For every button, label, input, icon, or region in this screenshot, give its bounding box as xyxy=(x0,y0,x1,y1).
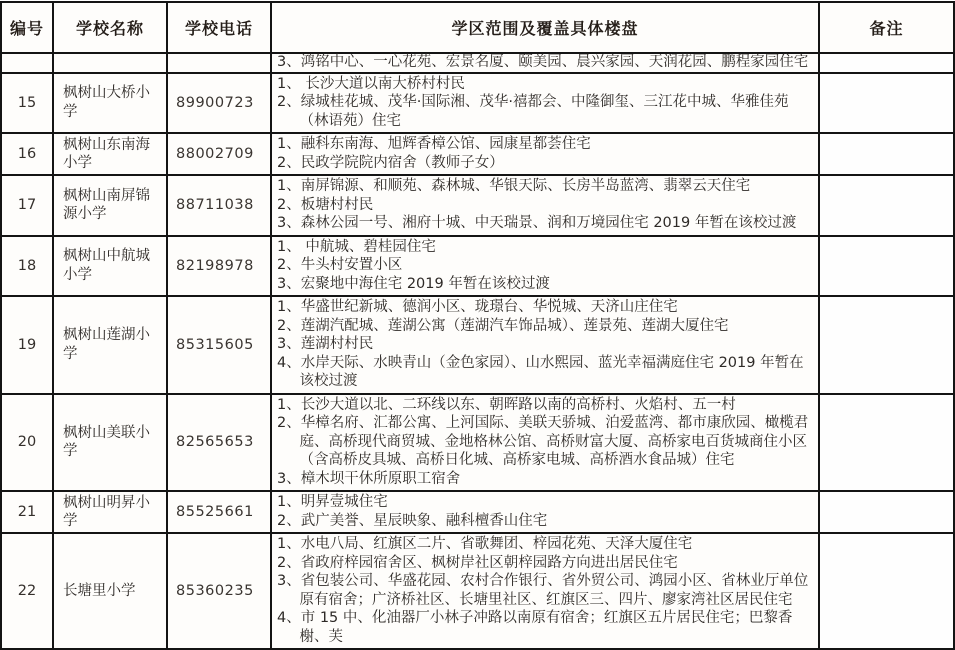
district-range-cell xyxy=(271,533,819,649)
table-row xyxy=(1,175,954,236)
table-row xyxy=(1,73,954,134)
row-number-cell xyxy=(1,53,53,73)
district-item: 3、森林公园一号、湘府十城、中天瑞景、润和万境园住宅 2019 年暂在该校过渡 xyxy=(277,215,797,231)
district-range-cell xyxy=(271,53,819,73)
remark-cell xyxy=(819,73,954,134)
district-item: 2、绿城桂花城、茂华·国际湘、茂华·禧都会、中隆御玺、三江花中城、华雅佳苑（林语苑）住宅 xyxy=(277,94,789,129)
school-name-cell: 枫树山大桥小学 xyxy=(53,73,167,134)
district-range-cell xyxy=(271,394,819,492)
table-body xyxy=(1,53,954,649)
district-item: 2、武广美誉、星辰映象、融科檀香山住宅 xyxy=(277,512,548,529)
header-row xyxy=(1,2,954,53)
district-item: 4、水岸天际、水映青山（金色家园）、山水熙园、蓝光幸福满庭住宅 2019 年暂在该校过渡 xyxy=(277,354,804,389)
remark-cell xyxy=(819,491,954,533)
school-phone-cell: 82565653 xyxy=(167,394,271,492)
district-item: 1、明昇壹城住宅 xyxy=(277,494,388,510)
school-name-cell: 枫树山美联小学 xyxy=(53,394,167,492)
district-item: 1、融科东南海、旭辉香樟公馆、园康星都荟住宅 xyxy=(277,136,591,152)
school-name-cell xyxy=(53,53,167,73)
table-row xyxy=(1,533,954,649)
table-row xyxy=(1,133,954,175)
header-school-name: 学校名称 xyxy=(53,2,167,53)
district-item: 1、 中航城、碧桂园住宅 xyxy=(277,238,436,255)
district-range-cell xyxy=(271,491,819,533)
school-name-cell: 枫树山莲湖小学 xyxy=(53,296,167,394)
school-phone-cell: 85315605 xyxy=(167,296,271,394)
district-item: 1、南屏锦源、和顺苑、森林城、华银天际、长房半岛蓝湾、翡翠云天住宅 xyxy=(277,178,751,194)
school-name-cell: 枫树山中航城小学 xyxy=(53,236,167,297)
district-range-cell xyxy=(271,133,819,175)
school-name-cell: 枫树山东南海小学 xyxy=(53,133,167,175)
district-item: 3、鸿铭中心、一心花苑、宏景名厦、颐美园、晨兴家园、天润花园、鹏程家园住宅 xyxy=(277,54,809,70)
school-phone-cell: 88002709 xyxy=(167,133,271,175)
row-number-cell: 16 xyxy=(1,133,53,175)
remark-cell xyxy=(819,133,954,175)
table-row xyxy=(1,491,954,533)
row-number-cell: 22 xyxy=(1,533,53,649)
remark-cell xyxy=(819,394,954,492)
school-name-cell: 枫树山明昇小学 xyxy=(53,491,167,533)
district-item: 2、民政学院院内宿舍（教师子女） xyxy=(277,154,504,171)
district-item: 2、华樟名府、汇都公寓、上河国际、美联天骄城、泊爱蓝湾、都市康欣园、橄榄君庭、高桥现代商贸城、金地格林公馆、高桥财富大厦、高桥家电百货城商住小区（含高桥皮具城、高桥日化城、高桥家电城、高桥酒水食品城）住宅 xyxy=(277,415,809,468)
school-name-cell: 枫树山南屏锦源小学 xyxy=(53,175,167,236)
district-item: 2、莲湖汽配城、莲湖公寓（莲湖汽车饰品城）、莲景苑、莲湖大厦住宅 xyxy=(277,317,729,334)
remark-cell xyxy=(819,53,954,73)
school-phone-cell: 82198978 xyxy=(167,236,271,297)
remark-cell xyxy=(819,236,954,297)
school-phone-cell xyxy=(167,53,271,73)
school-district-table xyxy=(0,1,955,650)
district-item: 2、省政府梓园宿舍区、枫树岸社区朝梓园路方向进出居民住宅 xyxy=(277,554,678,571)
row-number-cell: 18 xyxy=(1,236,53,297)
row-number-cell: 19 xyxy=(1,296,53,394)
district-item: 2、板塘村村民 xyxy=(277,196,374,213)
district-item: 1、华盛世纪新城、德润小区、珑璟台、华悦城、天济山庄住宅 xyxy=(277,299,678,315)
remark-cell xyxy=(819,533,954,649)
district-item: 3、宏聚地中海住宅 2019 年暂在该校过渡 xyxy=(277,275,550,292)
district-range-cell xyxy=(271,296,819,394)
header-number: 编号 xyxy=(1,2,53,53)
district-item: 3、莲湖村村民 xyxy=(277,336,374,352)
header-remark: 备注 xyxy=(819,2,954,53)
table-row xyxy=(1,53,954,73)
district-item: 2、牛头村安置小区 xyxy=(277,257,403,273)
row-number-cell: 17 xyxy=(1,175,53,236)
district-range-cell xyxy=(271,73,819,134)
school-district-table-page xyxy=(0,1,955,645)
district-range-cell xyxy=(271,175,819,236)
row-number-cell: 20 xyxy=(1,394,53,492)
school-phone-cell: 85525661 xyxy=(167,491,271,533)
district-item: 3、樟木坝干休所原职工宿舍 xyxy=(277,470,461,487)
header-district-range: 学区范围及覆盖具体楼盘 xyxy=(271,2,819,53)
school-phone-cell: 85360235 xyxy=(167,533,271,649)
school-name-cell: 长塘里小学 xyxy=(53,533,167,649)
school-phone-cell: 88711038 xyxy=(167,175,271,236)
row-number-cell: 15 xyxy=(1,73,53,134)
district-item: 1、水电八局、红旗区二片、省歌舞团、梓园花苑、天泽大厦住宅 xyxy=(277,536,693,552)
district-range-cell xyxy=(271,236,819,297)
row-number-cell: 21 xyxy=(1,491,53,533)
district-item: 4、市 15 中、化油器厂小林子冲路以南原有宿舍；红旗区五片居民住宅；巴黎香榭、芙 xyxy=(277,610,793,645)
district-item: 1、 长沙大道以南大桥村村民 xyxy=(277,75,465,92)
district-item: 3、省包装公司、华盛花园、农村合作银行、省外贸公司、鸿园小区、省林业厅单位原有宿舍；广济桥社区、长塘里社区、红旗区三、四片、廖家湾社区居民住宅 xyxy=(277,573,809,608)
table-row xyxy=(1,394,954,492)
header-school-phone: 学校电话 xyxy=(167,2,271,53)
table-row xyxy=(1,296,954,394)
school-phone-cell: 89900723 xyxy=(167,73,271,134)
remark-cell xyxy=(819,296,954,394)
district-item: 1、长沙大道以北、二环线以东、朝晖路以南的高桥村、火焰村、五一村 xyxy=(277,396,736,413)
remark-cell xyxy=(819,175,954,236)
table-row xyxy=(1,236,954,297)
